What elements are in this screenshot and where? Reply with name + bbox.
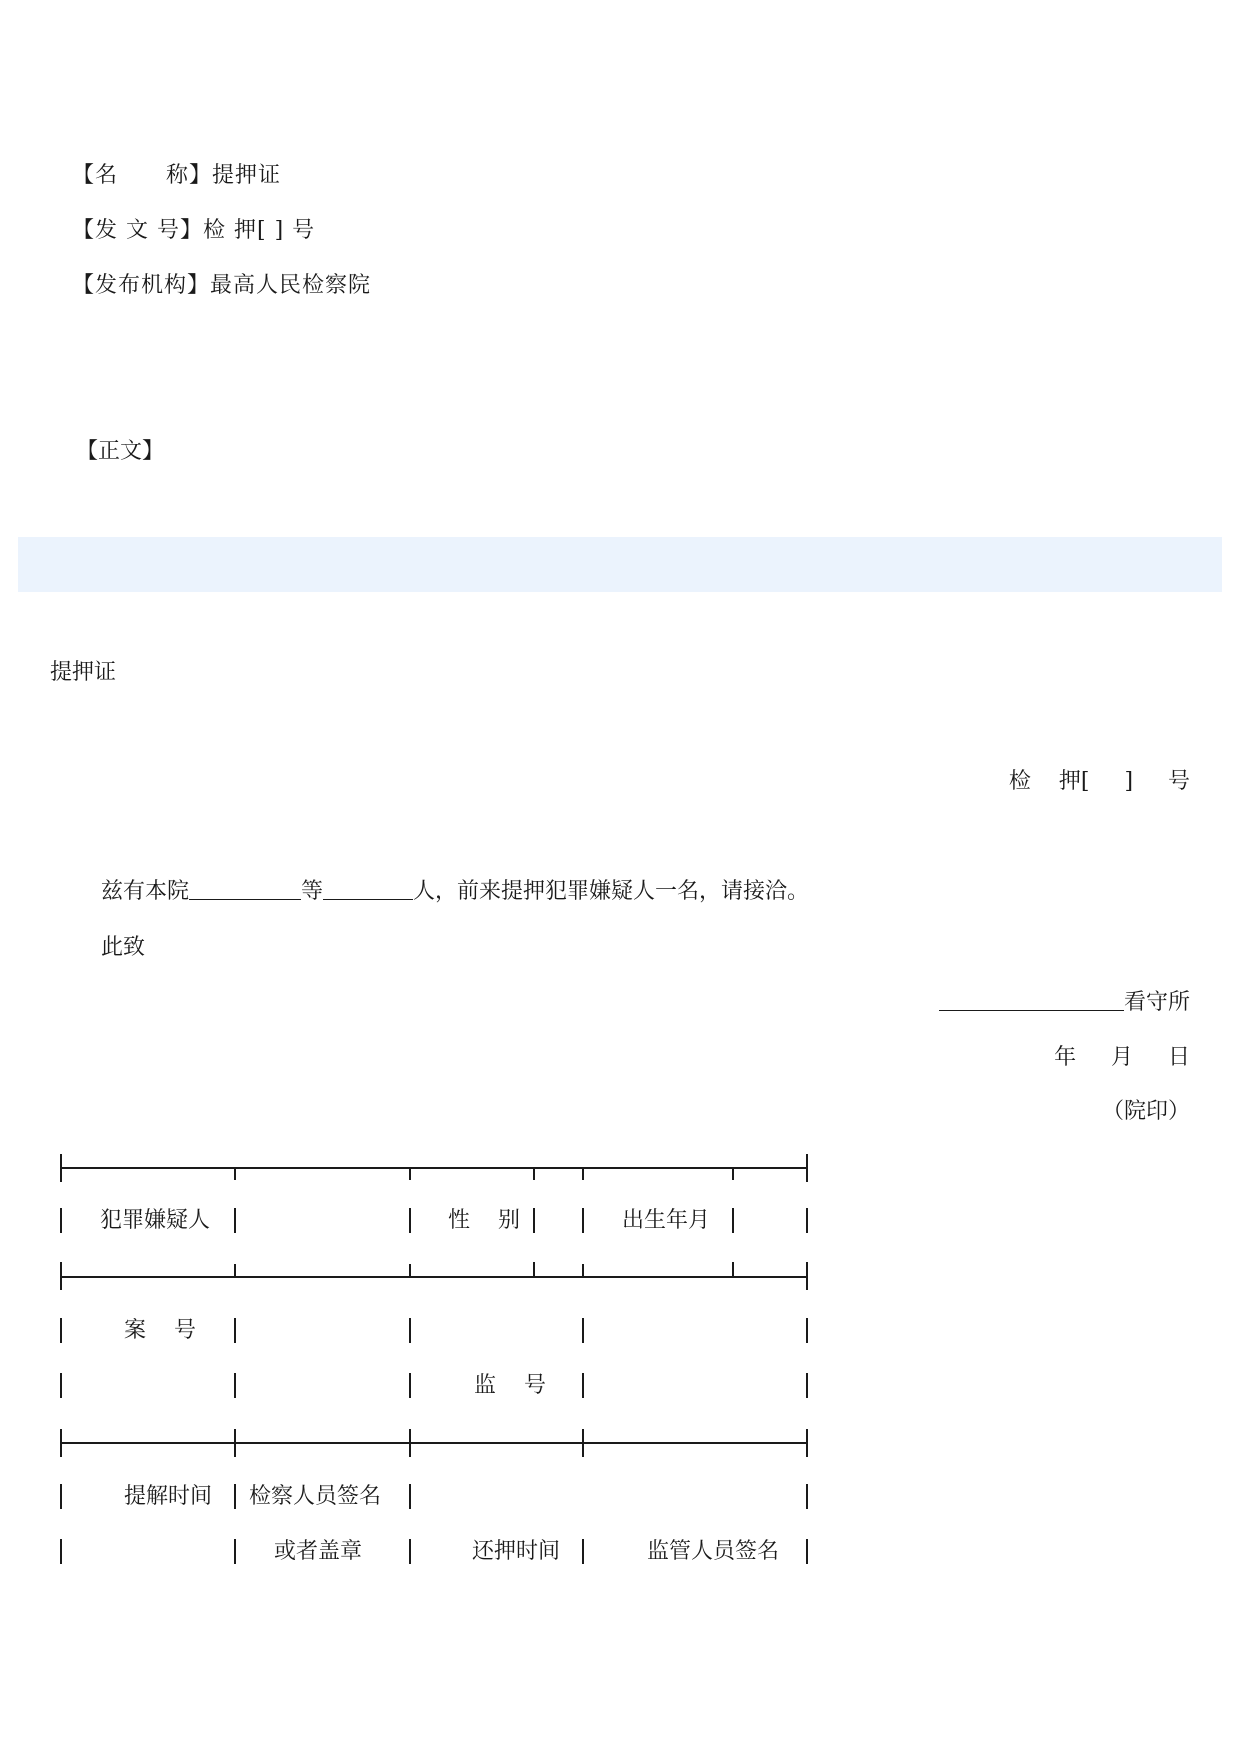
table-rule <box>732 1208 734 1233</box>
table-rule <box>409 1484 411 1509</box>
table-rule <box>60 1442 808 1444</box>
table-rule <box>234 1484 236 1509</box>
table-rule <box>582 1208 584 1233</box>
table-rule <box>234 1429 236 1457</box>
body-section-label: 【正文】 <box>76 439 165 464</box>
table-rule <box>582 1373 584 1398</box>
table-rule <box>806 1429 808 1457</box>
table-rule <box>60 1276 808 1278</box>
staff-count-blank[interactable] <box>323 877 413 900</box>
table-rule <box>409 1167 411 1180</box>
body-text-1: 兹有本院 <box>101 879 190 904</box>
form-title: 提押证 <box>50 660 117 685</box>
recipient-suffix: 看守所 <box>1123 990 1190 1015</box>
table-rule <box>582 1539 584 1564</box>
gender-label: 性 别 <box>448 1208 520 1233</box>
table-rule <box>806 1318 808 1343</box>
table-rule <box>234 1539 236 1564</box>
table-rule <box>60 1484 62 1509</box>
separator-band <box>18 537 1222 592</box>
table-rule <box>234 1318 236 1343</box>
seal-label: （院印） <box>1101 1099 1190 1124</box>
table-rule <box>60 1208 62 1233</box>
table-rule <box>806 1154 808 1182</box>
form-body-paragraph <box>101 877 809 907</box>
table-rule <box>806 1262 808 1290</box>
table-rule <box>409 1539 411 1564</box>
table-rule <box>806 1484 808 1509</box>
table-rule <box>806 1373 808 1398</box>
table-rule <box>60 1167 808 1169</box>
or-seal-label: 或者盖章 <box>274 1539 363 1564</box>
table-rule <box>60 1429 62 1457</box>
meta-issuer-row <box>72 271 371 301</box>
table-rule <box>234 1208 236 1233</box>
recipient-line <box>939 988 1190 1018</box>
table-rule <box>582 1167 584 1180</box>
table-rule <box>60 1154 62 1182</box>
table-rule <box>582 1429 584 1457</box>
suspect-label: 犯罪嫌疑人 <box>100 1208 211 1233</box>
table-rule <box>582 1264 584 1278</box>
release-time-label: 提解时间 <box>124 1484 213 1509</box>
meta-name-label: 【名 称】 <box>72 163 212 188</box>
table-rule <box>234 1373 236 1398</box>
table-rule <box>409 1429 411 1457</box>
detention-center-blank[interactable] <box>939 988 1124 1011</box>
table-rule <box>60 1318 62 1343</box>
staff-name-blank[interactable] <box>189 877 301 900</box>
table-rule <box>60 1262 62 1290</box>
birth-label: 出生年月 <box>622 1208 711 1233</box>
return-time-label: 还押时间 <box>472 1539 561 1564</box>
table-rule <box>732 1262 734 1276</box>
table-rule <box>234 1264 236 1278</box>
table-rule <box>806 1208 808 1233</box>
table-rule <box>234 1167 236 1180</box>
body-text-3: 人，前来提押犯罪嫌疑人一名，请接洽。 <box>413 879 810 904</box>
table-rule <box>533 1167 535 1180</box>
table-rule <box>60 1539 62 1564</box>
table-rule <box>409 1208 411 1233</box>
salutation: 此致 <box>101 935 146 960</box>
table-rule <box>732 1167 734 1180</box>
meta-name-row <box>72 161 281 191</box>
meta-docno-row <box>72 216 315 246</box>
table-rule <box>533 1208 535 1233</box>
form-number-line: 检 押[ ] 号 <box>1008 769 1190 794</box>
table-rule <box>409 1373 411 1398</box>
date-line: 年 月 日 <box>1054 1045 1190 1070</box>
table-rule <box>60 1373 62 1398</box>
case-no-label: 案 号 <box>124 1318 196 1343</box>
guard-sign-label: 监管人员签名 <box>647 1539 780 1564</box>
table-rule <box>533 1262 535 1276</box>
meta-docno-label: 【发 文 号】 <box>72 218 203 243</box>
detention-no-label: 监 号 <box>474 1373 546 1398</box>
meta-issuer-label: 【发布机构】 <box>72 273 211 298</box>
meta-name-value: 提押证 <box>211 163 281 188</box>
body-text-2: 等 <box>301 879 324 904</box>
prosecutor-sign-label: 检察人员签名 <box>249 1484 382 1509</box>
table-rule <box>409 1318 411 1343</box>
table-rule <box>582 1318 584 1343</box>
table-rule <box>806 1539 808 1564</box>
meta-issuer-value: 最高人民检察院 <box>210 273 372 298</box>
table-rule <box>409 1264 411 1278</box>
meta-docno-value: 检 押[ ] 号 <box>203 218 316 243</box>
